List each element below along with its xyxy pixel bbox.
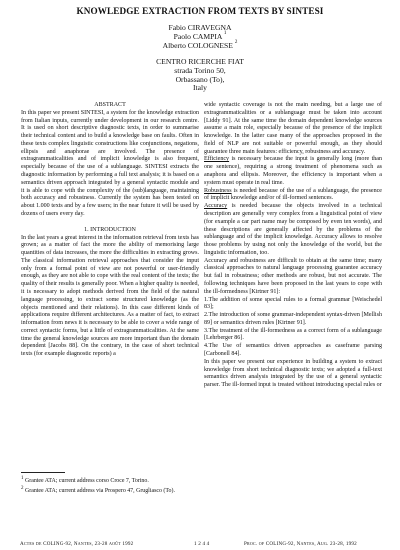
- paper-title: KNOWLEDGE EXTRACTION FROM TEXTS BY SINTESI: [76, 6, 324, 16]
- list-item: 1.The addition of some special rules to a formal grammar [Weischedel 83];: [204, 296, 382, 311]
- introduction-heading: 1. INTRODUCTION: [84, 226, 136, 233]
- footnote-mark: 1: [223, 30, 227, 36]
- footnote-mark: 2: [234, 39, 238, 45]
- list-item: 2.The introduction of some grammar-independent syntax-driven [Mellish 89] or semantics driven rules [Kirtner 91].: [204, 312, 382, 326]
- footnote: $^1$ Grantee ATA; current address corso Croce 7, Torino.: [21, 476, 149, 484]
- affiliation-country: Italy: [193, 83, 207, 93]
- author-name: Fabio CIRAVEGNA: [168, 23, 232, 32]
- footnote: $^2$ Grantee ATA; current address via Prospero 47, Grugliasco (To).: [21, 485, 175, 494]
- introduction-paragraph: In the last years a great interest in the information retrieval from texts has grown; as a matter of fact the more the ability of memorising large quantities of data increases, the more the difficulties in extracting grows. The classical information retrieval approaches that consider the input only from a formal point of view are not powerful or user-friendly enough, as they are not able to cope with the real content of the texts; the quality of their results is generally poor. When a higher quality is needed, it is necessary to adopt methods derived from the field of the natural language processing, to extract some structured knowledge (as the objects mentioned and their relations). In this case different kinds of applications require different architectures. As a matter of fact, to extract information from news it is necessary to be able to cover a wide range of correct syntactic forms, but a little of extragrammaticalities. At the same time the general knowledge sources are more important than the domain dependent [Jacobs 88]. On the contrary, in the case of short technical texts (for example diagnostic reports) a: [21, 234, 199, 358]
- right-column: [204, 102, 382, 390]
- page-number: 1 2 4 4: [194, 541, 210, 547]
- abstract-heading: ABSTRACT: [94, 102, 126, 108]
- accuracy-paragraph: Accuracy is needed because the objects involved in a technical description are generally very complex from a linguistical point of view (for example a car part name may be composed by even ten words), and these descriptions are generally affected by the problems of the sublanguage and of the implicit knowledge. Accuracy allows to resolve those problems by using not only the knowledge of the world, but the linguistic information, too.: [204, 203, 382, 256]
- affiliation-org: CENTRO RICERCHE FIAT: [156, 56, 244, 66]
- abstract-text: In this paper we present SINTESI, a system for the knowledge extraction from Italian inputs, currently under development in our research centre. It is used on short descriptive diagnostic texts, in order to summarise their technical content and to build a knowledge base on faults. Often in these texts complex linguistic constructions like conjunctions, negations, ellipsis and anaphorae are involved. The presence of extragrammaticalities and of implicit knowledge is also frequent, especially because of the use of a sublanguage. SINTESI extracts the diagnostic information by performing a full text analysis; it is based on a semantics driven approach integrated by a general syntactic module and it is able to cope with the complexity of the (sub)language, maintaining both accuracy and robustness. Currently the system has been tested on about 1.000 texts and by a few users; in the near future it will be used by dozens of users every day.: [21, 109, 199, 217]
- body-paragraph: wide syntactic coverage is not the main needing, but a large use of extragrammaticalities or a sublanguage must be taken into account [Liddy 91]. At the same time the domain dependent knowledge sources assume a main role, especially because of the presence of the implicit knowledge. In the latter case many of the approaches proposed in the field of NLP are not suitable or powerful enough, as they should guarantee three main features: efficiency, robustness and accuracy.: [204, 102, 382, 155]
- author-name: Alberto COLOGNESE $^2$: [162, 39, 238, 50]
- author-block: [0, 24, 400, 93]
- accuracy-term: Accuracy: [204, 203, 228, 210]
- footer-left: Actes de COLING-92, Nantes, 23-28 août 1992: [20, 541, 134, 547]
- left-column: [21, 102, 199, 359]
- footnote-rule: [21, 472, 65, 473]
- affiliation-street: strada Torino 50,: [174, 65, 226, 75]
- author-name: Paolo CAMPIA $^1$: [173, 30, 227, 41]
- robustness-term: Robustness: [204, 187, 232, 194]
- affiliation-city: Orbassano (To),: [175, 74, 225, 84]
- body-paragraph: In this paper we present our experience in building a system to extract knowledge from short technical diagnostic texts; we adopted a full-text semantics driven analysis integrated by the use of a general syntactic parser. The ill-formed input is treated without introducing special rules or: [204, 358, 382, 389]
- robustness-paragraph: Robustness is needed because of the use of a sublanguage, the presence of implicit knowledge and/or of ill-formed sentences.: [204, 187, 382, 202]
- footer-right: Proc. of COLING-92, Nantes, Aug. 23-28, 1992: [244, 541, 357, 547]
- list-item: 3.The treatment of the ill-formedness as a correct form of a sublanguage [Lehrberger 86].: [204, 327, 382, 342]
- body-paragraph: Accuracy and robustness are difficult to obtain at the same time; many classical approaches to natural language processing guarantee accuracy but fail in robustness; other methods are robust, but not accurate. The following techniques have been proposed in the last years to cope with the ill-formedness [Kirtner 91]:: [204, 257, 382, 295]
- efficiency-term: Efficiency: [204, 156, 230, 163]
- efficiency-paragraph: Efficiency is necessary because the input is generally long (more than one sentence), requiring a strong treatment of phenomena such as anaphora and ellipsis. Moreover, the efficiency is important when a system must operate in real time.: [204, 156, 382, 186]
- list-item: 4.The Use of semantics driven approaches as caseframe parsing [Carbonell 84].: [204, 343, 382, 357]
- footnotes: [21, 472, 199, 497]
